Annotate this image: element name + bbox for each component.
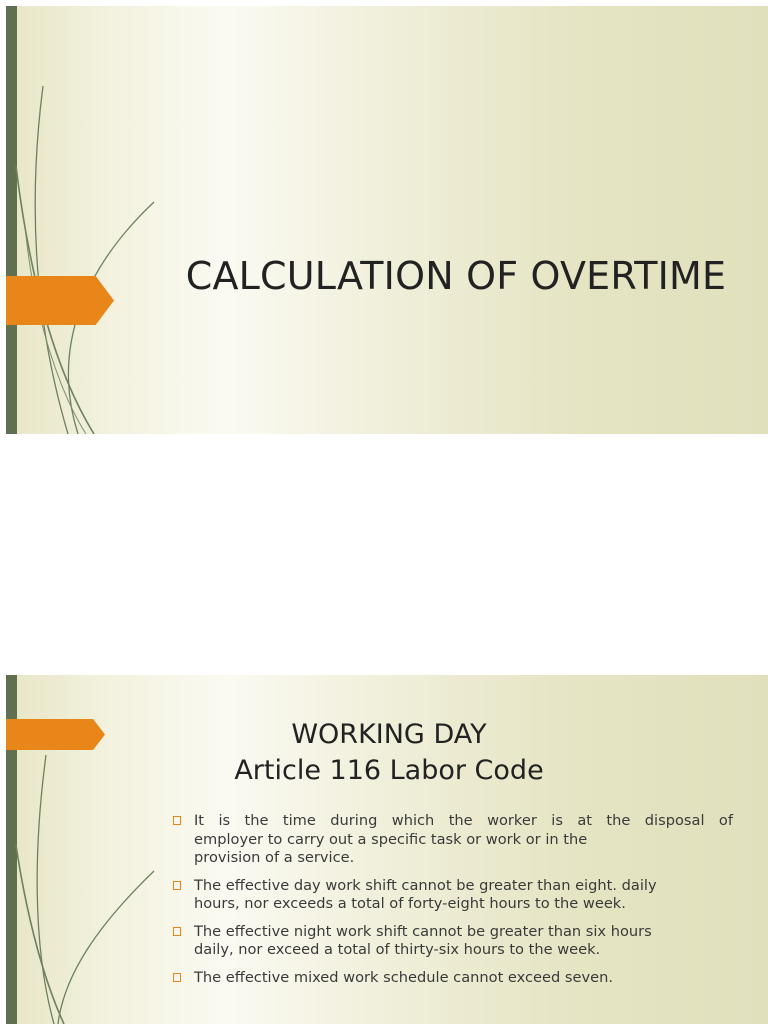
bullet-list bbox=[173, 812, 733, 996]
bullet-text-rest: employer to carry out a specific task or work or in the provision of a service. bbox=[194, 830, 588, 866]
bullet-text-line-1: It is the time during which the worker is at the disposal of bbox=[194, 812, 733, 829]
square-bullet-icon bbox=[173, 816, 181, 825]
bullet-text: The effective night work shift cannot be greater than six hours daily, nor exceed a total of thirty-six hours to the week. bbox=[194, 922, 652, 958]
slide-working-day bbox=[6, 675, 768, 1024]
grass-decoration bbox=[6, 6, 206, 434]
bullet-text: The effective mixed work schedule cannot exceed seven. bbox=[194, 968, 614, 986]
bullet-item bbox=[173, 877, 733, 914]
bullet-item bbox=[173, 923, 733, 960]
slide-title-text: CALCULATION OF OVERTIME bbox=[185, 254, 727, 298]
bullet-item bbox=[173, 969, 733, 988]
slide-heading bbox=[189, 717, 589, 789]
heading-line-1: WORKING DAY bbox=[291, 719, 487, 750]
arrow-banner bbox=[6, 719, 105, 750]
slide-title bbox=[6, 6, 768, 434]
arrow-banner bbox=[6, 276, 114, 325]
square-bullet-icon bbox=[173, 927, 181, 936]
square-bullet-icon bbox=[173, 881, 181, 890]
bullet-item bbox=[173, 812, 733, 868]
bullet-text: The effective day work shift cannot be greater than eight. daily hours, nor exceeds a total of forty-eight hours to the week. bbox=[194, 876, 657, 912]
heading-line-2: Article 116 Labor Code bbox=[234, 755, 544, 786]
square-bullet-icon bbox=[173, 973, 181, 982]
